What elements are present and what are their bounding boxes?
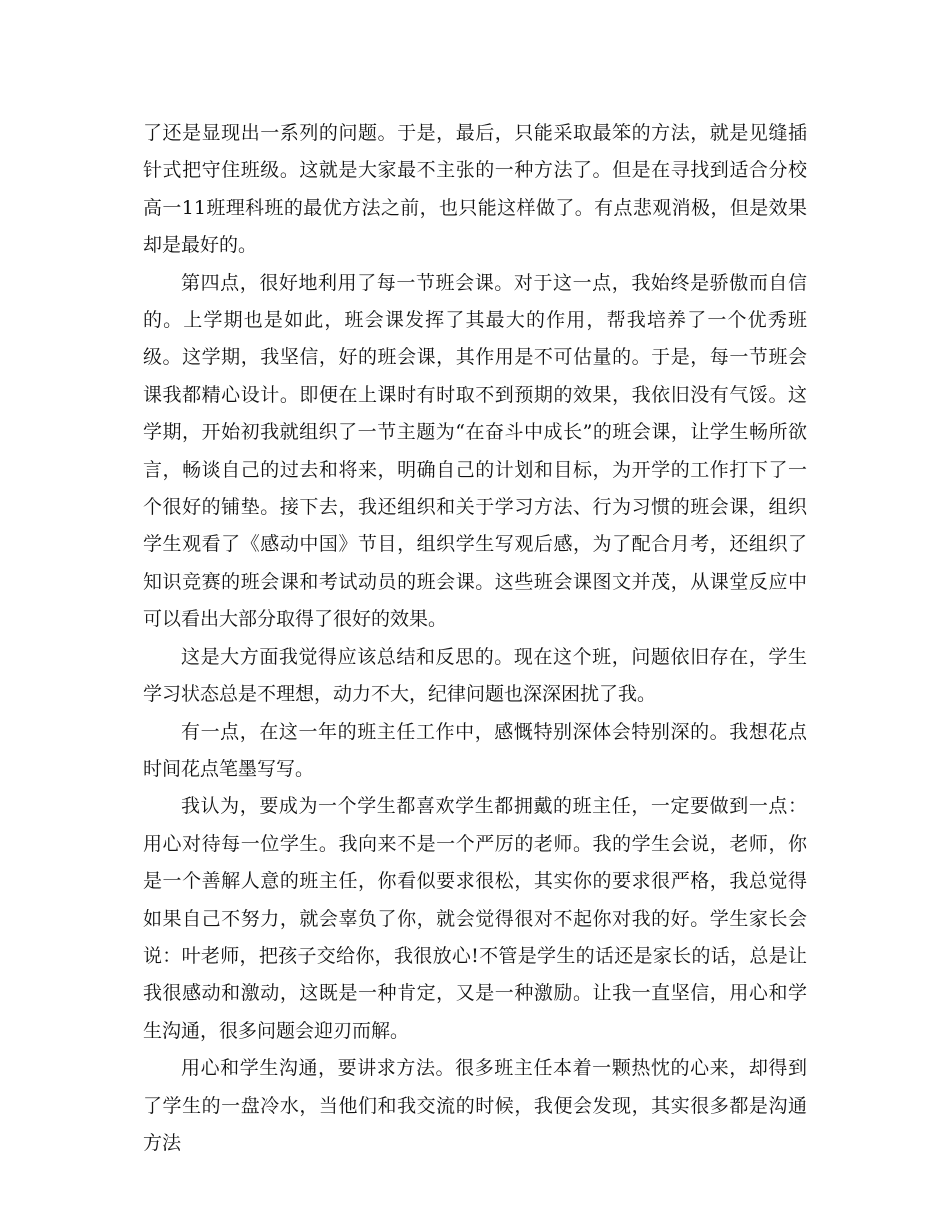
document-body <box>143 115 807 1162</box>
paragraph-4: 有一点，在这一年的班主任工作中，感慨特别深体会特别深的。我想花点时间花点笔墨写写。 <box>143 720 807 780</box>
paragraph-1: 了还是显现出一系列的问题。于是，最后，只能采取最笨的方法，就是见缝插针式把守住班级。这就是大家最不主张的一种方法了。但是在寻找到适合分校高一11班理科班的最优方法之前，也只能这样做了。有点悲观消极，但是效果却是最好的。 <box>143 122 807 257</box>
paragraph-3: 这是大方面我觉得应该总结和反思的。现在这个班，问题依旧存在，学生学习状态总是不理想，动力不大，纪律问题也深深困扰了我。 <box>143 645 807 706</box>
paragraph-5: 我认为，要成为一个学生都喜欢学生都拥戴的班主任，一定要做到一点：用心对待每一位学生。我向来不是一个严厉的老师。我的学生会说，老师，你是一个善解人意的班主任，你看似要求很松，其实你的要求很严格，我总觉得如果自己不努力，就会辜负了你，就会觉得很对不起你对我的好。学生家长会说：叶老师，把孩子交给你，我很放心!不管是学生的话还是家长的话，总是让我很感动和激动，这既是一种肯定，又是一种激励。让我一直坚信，用心和学生沟通，很多问题会迎刃而解。 <box>143 795 807 1042</box>
paragraph-6: 用心和学生沟通，要讲求方法。很多班主任本着一颗热忱的心来，却得到了学生的一盘冷水，当他们和我交流的时候，我便会发现，其实很多都是沟通方法 <box>143 1057 807 1154</box>
paragraph-2: 第四点，很好地利用了每一节班会课。对于这一点，我始终是骄傲而自信的。上学期也是如此，班会课发挥了其最大的作用，帮我培养了一个优秀班级。这学期，我坚信，好的班会课，其作用是不可估量的。于是，每一节班会课我都精心设计。即便在上课时有时取不到预期的效果，我依旧没有气馁。这学期，开始初我就组织了一节主题为“在奋斗中成长”的班会课，让学生畅所欲言，畅谈自己的过去和将来，明确自己的计划和目标，为开学的工作打下了一个很好的铺垫。接下去，我还组织和关于学习方法、行为习惯的班会课，组织学生观看了《感动中国》节目，组织学生写观后感，为了配合月考，还组织了知识竞赛的班会课和考试动员的班会课。这些班会课图文并茂，从课堂反应中可以看出大部分取得了很好的效果。 <box>143 271 807 631</box>
